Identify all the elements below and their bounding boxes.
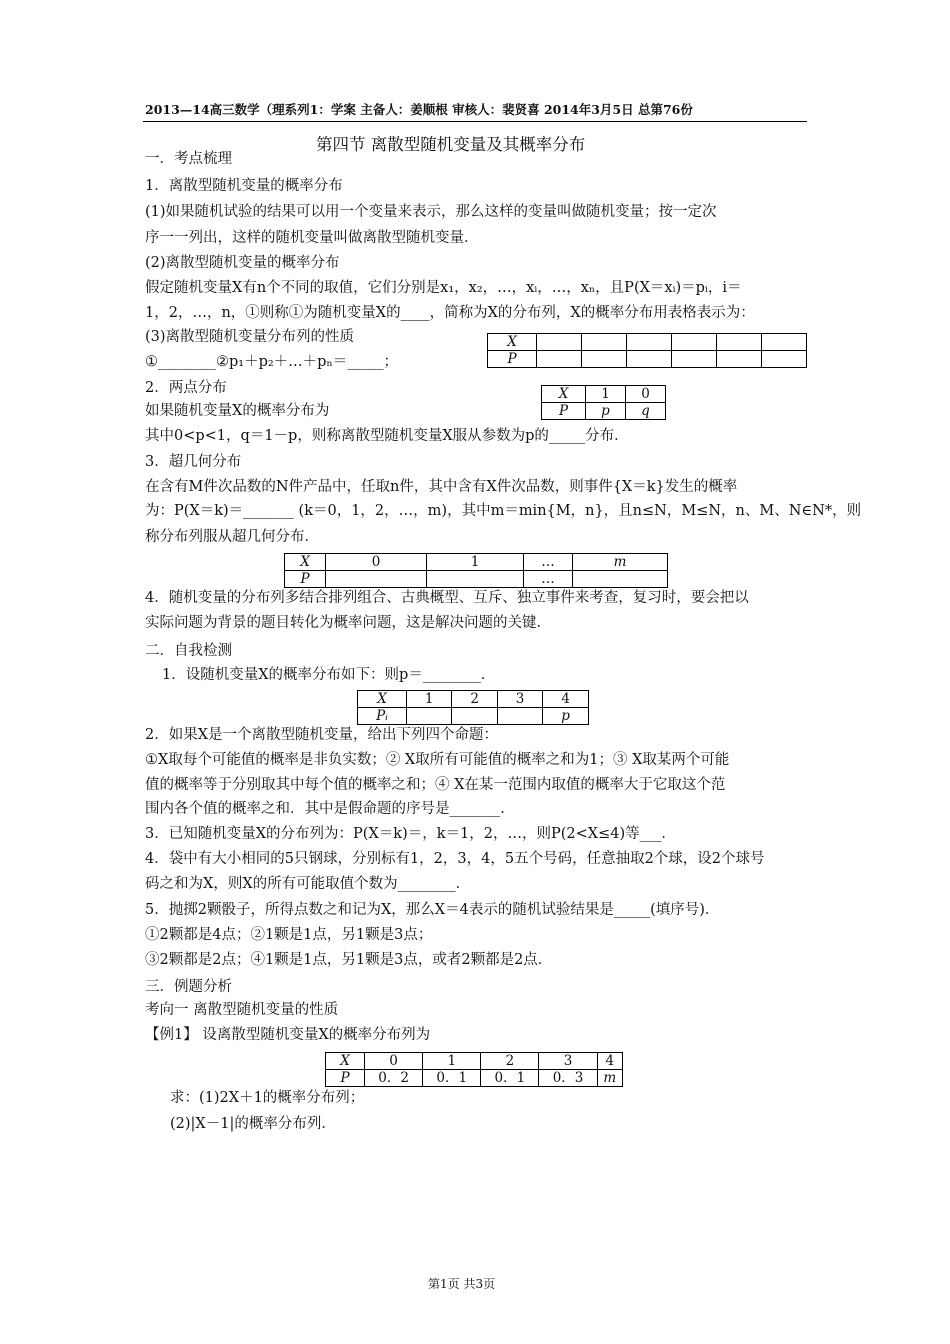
- heading-2: 二．自我检测: [145, 643, 232, 659]
- table-cell: [407, 708, 452, 725]
- table-cell: X: [326, 1053, 365, 1070]
- table-cell: P: [285, 571, 326, 588]
- table-cell: 1: [586, 386, 626, 403]
- table-cell: 1: [407, 691, 452, 708]
- page-footer: 第1页 共3页: [428, 1277, 496, 1291]
- text-line: 假定随机变量X有n个不同的取值，它们分别是x₁，x₂，…，xᵢ，…，xₙ，且P(X＝xᵢ)＝pᵢ，i＝: [145, 280, 742, 296]
- table-cell: 0: [326, 554, 427, 571]
- table-cell: m: [573, 554, 668, 571]
- table-cell: X: [358, 691, 407, 708]
- text-line: 为：P(X＝k)＝_______ (k＝0，1，2，…，m)，其中m＝min{M，n}，且n≤N，M≤N，n、M、N∈N*，则: [145, 503, 862, 519]
- table-cell: [427, 571, 524, 588]
- table-cell: X: [488, 334, 537, 351]
- text-line: 值的概率等于分别取其中每个值的概率之和；④ X在某一范围内取值的概率大于它取这个范: [145, 777, 726, 793]
- table-cell: Pᵢ: [358, 708, 407, 725]
- table-cell: 0: [625, 386, 665, 403]
- table-cell: 0．3: [539, 1070, 597, 1087]
- text-line: 2．两点分布: [145, 380, 227, 396]
- table-cell: 3: [497, 691, 542, 708]
- table-cell: 1: [423, 1053, 481, 1070]
- section-title: 第四节 离散型随机变量及其概率分布: [316, 135, 586, 154]
- table-cell: p: [543, 708, 589, 725]
- text-line: 求：(1)2X＋1的概率分布列；: [170, 1090, 365, 1106]
- header-divider: [143, 121, 807, 122]
- table-cell: P: [542, 403, 586, 420]
- text-line: 码之和为X，则X的所有可能取值个数为________．: [145, 876, 471, 892]
- table-cell: P: [326, 1070, 365, 1087]
- example-heading: 【例1】 设离散型随机变量X的概率分布列为: [145, 1027, 431, 1043]
- heading-3: 三．例题分析: [145, 979, 232, 995]
- table-cell: m: [597, 1070, 622, 1087]
- table-cell: …: [524, 571, 573, 588]
- table-cell: P: [488, 351, 537, 368]
- text-line: 1．设随机变量X的概率分布如下：则p＝________．: [162, 667, 496, 683]
- text-line: 3．已知随机变量X的分布列为：P(X＝k)＝，k＝1，2，…，则P(2<X≤4)等___．: [145, 826, 676, 842]
- table-cell: 4: [597, 1053, 622, 1070]
- text-line: 4．袋中有大小相同的5只钢球，分别标有1，2，3，4，5五个号码，任意抽取2个球，设2个球号: [145, 851, 765, 867]
- check1-table: [357, 690, 589, 725]
- two-point-table: [541, 385, 666, 420]
- table-cell: …: [524, 554, 573, 571]
- text-line: 4．随机变量的分布列多结合排列组合、古典概型、互斥、独立事件来考查，复习时，要会把以: [145, 590, 749, 606]
- heading-1: 一．考点梳理: [145, 151, 232, 167]
- hypergeometric-table: [284, 553, 668, 588]
- table-cell: [452, 708, 497, 725]
- text-line: 序一一列出，这样的随机变量叫做离散型随机变量．: [145, 230, 479, 246]
- text-line: 在含有M件次品数的N件产品中，任取n件，其中含有X件次品数，则事件{X＝k}发生的概率: [145, 479, 738, 495]
- table-cell: [573, 571, 668, 588]
- text-line: 2．如果X是一个离散型随机变量，给出下列四个命题：: [145, 727, 499, 743]
- text-line: 实际问题为背景的题目转化为概率问题，这是解决问题的关键．: [145, 615, 551, 631]
- table-cell: 0．2: [365, 1070, 423, 1087]
- text-line: ③2颗都是2点；④1颗是1点，另1颗是3点，或者2颗都是2点．: [145, 952, 553, 968]
- table-cell: 1: [427, 554, 524, 571]
- text-line: 3．超几何分布: [145, 454, 242, 470]
- table-cell: 2: [452, 691, 497, 708]
- text-line: (1)如果随机试验的结果可以用一个变量来表示，那么这样的变量叫做随机变量；按一定次: [145, 204, 717, 220]
- text-line: 称分布列服从超几何分布．: [145, 529, 319, 545]
- text-line: 5．抛掷2颗骰子，所得点数之和记为X，那么X＝4表示的随机试验结果是_____(填序号)．: [145, 902, 720, 918]
- table-cell: q: [625, 403, 665, 420]
- text-line: 考向一 离散型随机变量的性质: [145, 1002, 339, 1018]
- table-cell: [497, 708, 542, 725]
- table-cell: 0: [365, 1053, 423, 1070]
- table-cell: 2: [481, 1053, 539, 1070]
- table-cell: [326, 571, 427, 588]
- text-line: 如果随机变量X的概率分布为: [145, 403, 330, 419]
- text-line: 1，2，…，n，①则称①为随机变量X的____，简称为X的分布列，X的概率分布用表格表示为：: [145, 305, 755, 321]
- text-line: (2)离散型随机变量的概率分布: [145, 255, 340, 271]
- distribution-table-general: [487, 333, 807, 368]
- table-cell: 0．1: [423, 1070, 481, 1087]
- text-line: (2)|X－1|的概率分布列．: [170, 1116, 336, 1132]
- text-line: 围内各个值的概率之和．其中是假命题的序号是_______．: [145, 801, 515, 817]
- table-cell: p: [586, 403, 626, 420]
- table-cell: X: [285, 554, 326, 571]
- document-header: 2013—14高三数学（理系列1：学案 主备人：姜顺根 审核人：裴贤喜 2014年3月5日 总第76份: [145, 102, 693, 117]
- table-cell: X: [542, 386, 586, 403]
- text-line: ①X取每个可能值的概率是非负实数；② X取所有可能值的概率之和为1；③ X取某两个可能: [145, 752, 730, 768]
- example1-table: [325, 1052, 623, 1087]
- text-line: 其中0<p<1，q＝1－p，则称离散型随机变量X服从参数为p的_____分布．: [145, 428, 629, 444]
- table-cell: 4: [543, 691, 589, 708]
- text-line: 1．离散型随机变量的概率分布: [145, 178, 343, 194]
- text-line: (3)离散型随机变量分布列的性质: [145, 329, 355, 345]
- table-cell: 0．1: [481, 1070, 539, 1087]
- text-line: ①________②p₁＋p₂＋…＋pₙ＝_____；: [145, 354, 398, 370]
- text-line: ①2颗都是4点；②1颗是1点，另1颗是3点；: [145, 927, 433, 943]
- table-cell: 3: [539, 1053, 597, 1070]
